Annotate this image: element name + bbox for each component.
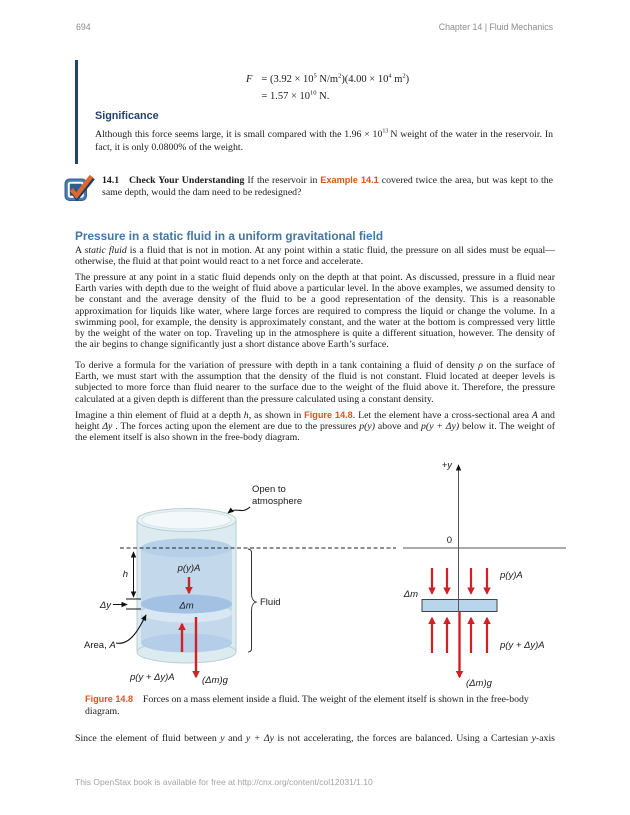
free-body-diagram <box>403 460 566 689</box>
label-delta-y: Δy <box>99 600 111 611</box>
label-fluid: Fluid <box>260 597 281 608</box>
example-box-rule <box>75 60 78 164</box>
pressure-above-arrows <box>432 568 487 594</box>
paragraph-forces-balanced: Since the element of fluid between y and y + Δy is not accelerating, the forces are balanced. Using a Cartesian y-axis <box>75 733 555 744</box>
paragraph-static-fluid: A static fluid is a fluid that is not in motion. At any point within a static fluid, the pressure on all sides must be equal—otherwise, the fluid at that point would react to a net force and accelerate. <box>75 245 556 268</box>
cross-reference-link[interactable]: Figure 14.8 <box>85 694 134 704</box>
equation-line-1: = ($3.92 \times 10^5$ $N/m^2)(4.00 \times 10^4$ $m^2$) <box>261 72 410 85</box>
openstax-footer: This OpenStax book is available for free at http://cnx.org/content/col12031/1.10 <box>75 777 373 787</box>
chapter-header: Chapter 14 | Fluid Mechanics <box>438 22 553 32</box>
paragraph-derive-formula: To derive a formula for the variation of pressure with depth in a tank containing a fluid of density ρ on the surface of Earth, we must start with the assumption that the density of the fluid is not constant. Fluid located at deeper levels is subjected to more force than fluid nearer to the surface due to the weight of the fluid above it. Therefore, the pressure calculated at a given depth is different than the pressure calculated using a constant density. <box>75 360 555 405</box>
cross-reference-link[interactable]: Example 14.1 <box>320 175 379 185</box>
label-delta-m-left: Δm <box>179 600 194 612</box>
fluid-brace <box>248 549 256 652</box>
open-to-atmosphere-arrow <box>228 507 250 513</box>
figure-caption: Figure 14.8 Forces on a mass element inside a fluid. The weight of the element itself is shown in the free-body diagram. <box>85 694 529 717</box>
check-your-understanding-text: 14.1 Check Your Understanding If the reservoir in Example 14.1 covered twice the area, but was kept to the same depth, would the dam need to be redesigned? <box>102 175 553 198</box>
label-pydyA-left: p(y + Δy)A <box>130 672 175 683</box>
label-open-to: Open to <box>252 484 286 495</box>
significance-paragraph: Although this force seems large, it is small compared with the $1.96 \times 10^{13}$ N weight of the water in the reservoir. In fact, it is only 0.0800% of the weight. <box>95 128 554 153</box>
label-h: h <box>122 569 128 580</box>
figure-14-8 <box>0 452 630 700</box>
label-area-A: Area, A <box>84 640 116 651</box>
fluid-cylinder-diagram <box>137 509 236 664</box>
force-equation <box>246 71 409 105</box>
label-pyA-right: p(y)A <box>500 570 523 581</box>
section-heading: Pressure in a static fluid in a uniform gravitational field <box>75 229 384 243</box>
label-delta-m-right: Δm <box>403 589 418 600</box>
equation-lhs: F <box>246 74 253 85</box>
mass-element-bar <box>422 600 497 612</box>
paragraph-thin-element: Imagine a thin element of fluid at a depth h, as shown in Figure 14.8. Let the element have a cross-sectional area A and height Δy . The forces acting upon the element are due to the pressures p(y) above and p(y + Δy) below it. The weight of the element itself is also shown in the free-body diagram. <box>75 410 556 444</box>
paragraph-pressure-depth: The pressure at any point in a static fluid depends only on the depth at that point. As discussed, pressure in a fluid near Earth varies with depth due to the weight of fluid above a particular level. In the above examples, we assumed density to be constant and the average density of the fluid to be a good representation of the density. This is a reasonable approximation for liquids like water, where large forces are required to compress the liquid or change the volume. In a swimming pool, for example, the density is approximately constant, and the water at the bottom is compressed very little by the weight of the water on top. Traveling up in the atmosphere is quite a different situation, however. The density of the air begins to change significantly just a short distance above Earth’s surface. <box>75 272 555 351</box>
equation-line-2: = $1.57 \times 10^{10}$ N. <box>261 89 330 102</box>
cylinder-opening <box>142 511 231 529</box>
significance-heading: Significance <box>95 110 159 122</box>
page-number: 694 <box>76 22 91 32</box>
check-your-understanding-icon <box>63 172 99 208</box>
label-pydyA-right: p(y + Δy)A <box>500 640 545 651</box>
label-plus-y: +y <box>441 460 452 471</box>
cross-reference-link[interactable]: Figure 14.8 <box>304 410 353 420</box>
fluid-bottom <box>141 634 232 653</box>
label-atmosphere: atmosphere <box>252 496 303 507</box>
label-dmg-left: (Δm)g <box>202 675 228 686</box>
label-pyA-left: p(y)A <box>177 563 201 574</box>
label-dmg-right: (Δm)g <box>466 678 492 689</box>
label-origin-zero: 0 <box>446 535 452 546</box>
